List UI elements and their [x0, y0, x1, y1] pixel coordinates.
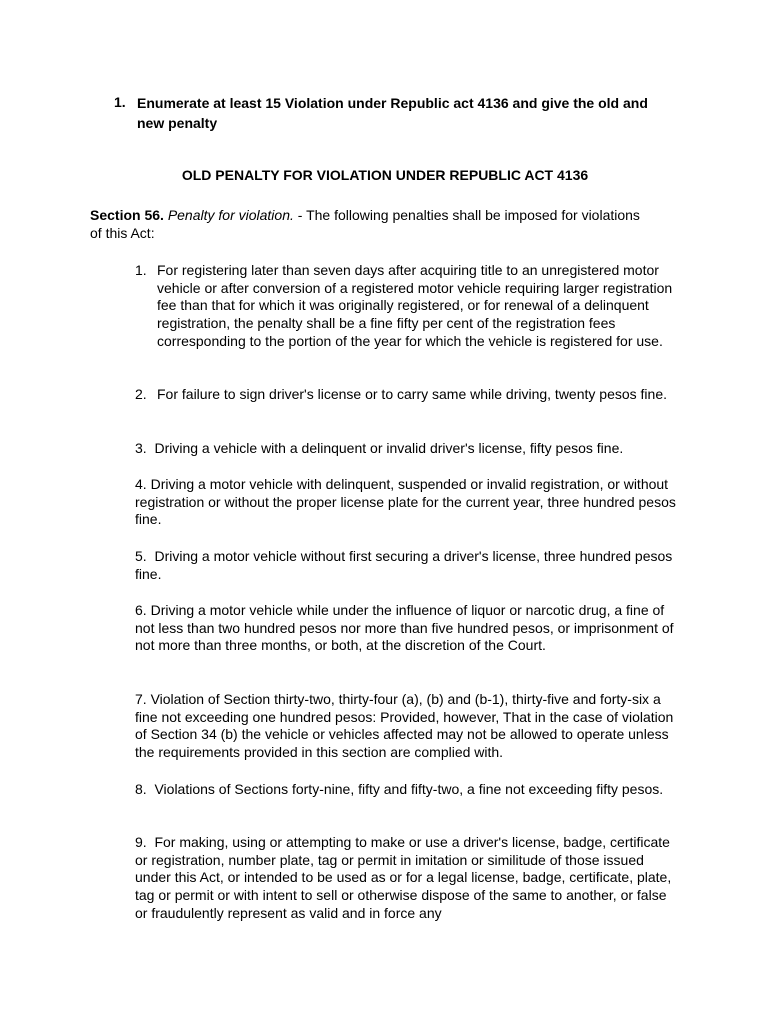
item-text: Driving a motor vehicle while under the influence of liquor or narcotic drug, a fine of not less than two hundred pesos nor more than five hundred pesos, or imprisonment of not more than three months, or both, at the discretion of the Court. [135, 602, 674, 654]
item-text: Violations of Sections forty-nine, fifty and fifty-two, a fine not exceeding fifty pesos. [154, 781, 664, 797]
section-label: Section 56. [90, 207, 164, 223]
item-number: 7. [135, 691, 147, 707]
penalty-item-9 [135, 834, 680, 923]
penalty-item-7 [135, 691, 680, 762]
section-intro-text: - The following penalties shall be imposed for violations of this Act: [90, 207, 640, 241]
item-text: Driving a motor vehicle without first securing a driver's license, three hundred pesos fine. [135, 548, 673, 582]
item-number: 1. [135, 262, 147, 278]
penalty-item-6 [135, 602, 680, 655]
item-text: Driving a vehicle with a delinquent or invalid driver's license, fifty pesos fine. [154, 440, 624, 456]
item-text: Violation of Section thirty-two, thirty-four (a), (b) and (b-1), thirty-five and forty-six a fine not exceeding one hundred pesos: Provided, however, That in the case of violation of Section 34 (b) the vehicle or vehicles affected may not be allowed to operate unless the requirements provided in this section are complied with. [135, 691, 674, 761]
item-number: 9. [135, 834, 147, 850]
item-number: 8. [135, 781, 147, 797]
item-number: 5. [135, 548, 147, 564]
item-number: 2. [135, 386, 147, 402]
item-text: For registering later than seven days after acquiring title to an unregistered motor vehicle or after conversion of a registered motor vehicle requiring larger registration fee than that for which it was originally registered, or for renewal of a delinquent registration, the penalty shall be a fine fifty per cent of the registration fees corresponding to the portion of the year for which the vehicle is registered for use. [157, 262, 673, 349]
penalty-item-2 [135, 386, 681, 404]
section-heading: OLD PENALTY FOR VIOLATION UNDER REPUBLIC ACT 4136 [181, 167, 589, 183]
item-text: For failure to sign driver's license or to carry same while driving, twenty pesos fine. [157, 386, 667, 402]
penalty-item-1 [135, 262, 681, 351]
item-number: 4. [135, 476, 147, 492]
penalty-item-5 [135, 548, 680, 583]
item-number: 6. [135, 602, 147, 618]
item-text: For making, using or attempting to make or use a driver's license, badge, certificate or registration, number plate, tag or permit in imitation or similitude of those issued under this Act, or intended to be used as or for a legal license, badge, certificate, plate, tag or permit or with intent to sell or otherwise dispose of the same to another, or false or fraudulently represent as valid and in force any [135, 834, 672, 921]
question-text: Enumerate at least 15 Violation under Republic act 4136 and give the old and new penalty [137, 95, 648, 131]
section-title: Penalty for violation. [167, 207, 294, 223]
penalty-item-8 [135, 781, 680, 799]
penalty-item-4 [135, 476, 680, 529]
item-number: 3. [135, 440, 147, 456]
penalty-item-3 [135, 440, 680, 458]
question-number: 1. [114, 94, 126, 110]
section-intro [90, 207, 650, 242]
item-text: Driving a motor vehicle with delinquent, suspended or invalid registration, or without registration or without the proper license plate for the current year, three hundred pesos fine. [135, 476, 676, 528]
